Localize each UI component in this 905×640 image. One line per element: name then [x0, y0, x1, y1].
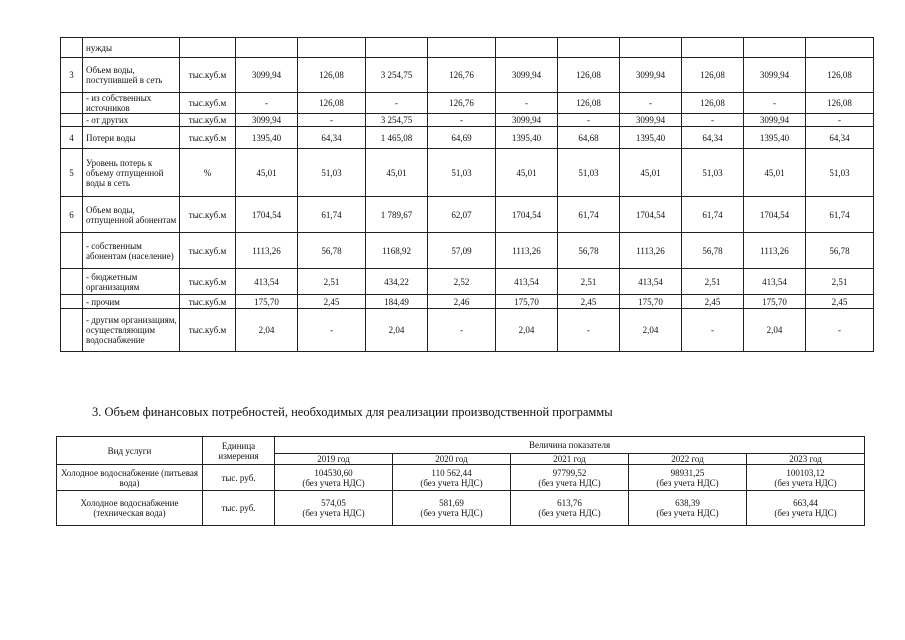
value-cell: 51,03	[298, 149, 366, 197]
value-cell: 1395,40	[744, 127, 806, 149]
amount: 574,05	[321, 498, 346, 508]
value-cell: 45,01	[366, 149, 428, 197]
header-value: Величина показателя	[275, 437, 865, 454]
row-number	[61, 309, 83, 352]
header-unit: Единица измерения	[203, 437, 275, 465]
row-number	[61, 114, 83, 127]
value-cell: -	[428, 114, 496, 127]
value-cell	[747, 465, 865, 491]
table-row	[61, 233, 874, 269]
value-cell: 413,54	[620, 269, 682, 295]
value-cell	[393, 491, 511, 526]
value-cell: 2,04	[620, 309, 682, 352]
value-cell: 45,01	[496, 149, 558, 197]
unit-cell: тыс.куб.м	[180, 295, 236, 309]
row-number	[61, 269, 83, 295]
value-cell: 3099,94	[744, 114, 806, 127]
value-cell	[496, 38, 558, 58]
row-number: 5	[61, 149, 83, 197]
value-cell: 126,08	[682, 93, 744, 114]
value-cell: 64,34	[298, 127, 366, 149]
amount: 97799,52	[552, 467, 587, 478]
value-cell: -	[298, 309, 366, 352]
indicator-name: - бюджетным организациям	[83, 269, 180, 295]
value-cell: 3099,94	[496, 58, 558, 93]
value-cell: 1168,92	[366, 233, 428, 269]
row-number	[61, 233, 83, 269]
value-cell: 3099,94	[496, 114, 558, 127]
table-row	[61, 309, 874, 352]
value-cell: 1704,54	[620, 197, 682, 233]
value-cell: -	[806, 309, 874, 352]
row-number	[61, 38, 83, 58]
value-cell: -	[298, 114, 366, 127]
value-cell: 1113,26	[744, 233, 806, 269]
value-cell	[236, 38, 298, 58]
value-cell: 3 254,75	[366, 58, 428, 93]
indicator-name: Объем воды, поступившей в сеть	[83, 58, 180, 93]
unit-cell: тыс.куб.м	[180, 93, 236, 114]
value-cell: 3099,94	[620, 114, 682, 127]
value-cell: 2,04	[236, 309, 298, 352]
vat-note: (без учета НДС)	[656, 508, 719, 518]
value-cell: 126,08	[806, 93, 874, 114]
value-cell: 126,76	[428, 93, 496, 114]
vat-note: (без учета НДС)	[420, 508, 483, 518]
value-cell: 57,09	[428, 233, 496, 269]
production-program-table	[60, 37, 874, 352]
value-cell: -	[744, 93, 806, 114]
value-cell: 184,49	[366, 295, 428, 309]
value-cell: 56,78	[682, 233, 744, 269]
value-cell: 64,34	[682, 127, 744, 149]
value-cell: 1395,40	[620, 127, 682, 149]
value-cell: 45,01	[620, 149, 682, 197]
value-cell: 2,51	[558, 269, 620, 295]
value-cell: 45,01	[236, 149, 298, 197]
value-cell: 56,78	[806, 233, 874, 269]
value-cell: 2,45	[806, 295, 874, 309]
amount: 581,69	[439, 498, 464, 508]
value-cell: 3 254,75	[366, 114, 428, 127]
value-cell: -	[558, 114, 620, 127]
unit-cell	[180, 38, 236, 58]
value-cell: 61,74	[558, 197, 620, 233]
unit-cell: тыс.куб.м	[180, 114, 236, 127]
value-cell: 1395,40	[496, 127, 558, 149]
value-cell: 51,03	[682, 149, 744, 197]
amount: 613,76	[557, 498, 582, 508]
row-number	[61, 295, 83, 309]
value-cell: 3099,94	[236, 114, 298, 127]
table-row	[61, 269, 874, 295]
value-cell	[806, 38, 874, 58]
value-cell: 1113,26	[236, 233, 298, 269]
value-cell: 56,78	[558, 233, 620, 269]
value-cell: 1395,40	[236, 127, 298, 149]
amount: 110 562,44	[431, 467, 472, 478]
table-row	[61, 295, 874, 309]
value-cell: -	[620, 93, 682, 114]
value-cell	[275, 465, 393, 491]
unit-cell: тыс.куб.м	[180, 309, 236, 352]
value-cell: 126,76	[428, 58, 496, 93]
value-cell: 51,03	[558, 149, 620, 197]
row-number: 4	[61, 127, 83, 149]
table-row	[61, 58, 874, 93]
service-name: Холодное водоснабжение (питьевая вода)	[57, 465, 203, 491]
value-cell: 61,74	[682, 197, 744, 233]
year-header: 2023 год	[747, 454, 865, 465]
value-cell: 2,04	[366, 309, 428, 352]
value-cell: 1 465,08	[366, 127, 428, 149]
value-cell: 51,03	[428, 149, 496, 197]
value-cell: 64,68	[558, 127, 620, 149]
header-row	[57, 437, 865, 454]
amount: 638,39	[675, 498, 700, 508]
indicator-name: Уровень потерь к объему отпущенной воды в сеть	[83, 149, 180, 197]
value-cell: 64,69	[428, 127, 496, 149]
value-cell	[558, 38, 620, 58]
value-cell: 2,04	[496, 309, 558, 352]
unit-cell: тыс.куб.м	[180, 58, 236, 93]
vat-note: (без учета НДС)	[774, 508, 837, 518]
value-cell: 2,52	[428, 269, 496, 295]
value-cell	[275, 491, 393, 526]
vat-note: (без учета НДС)	[538, 508, 601, 518]
value-cell: 1113,26	[496, 233, 558, 269]
value-cell	[682, 38, 744, 58]
indicator-name: - от других	[83, 114, 180, 127]
table-row	[61, 114, 874, 127]
value-cell	[393, 465, 511, 491]
year-header: 2021 год	[511, 454, 629, 465]
value-cell: 126,08	[558, 58, 620, 93]
value-cell	[629, 465, 747, 491]
value-cell: 175,70	[620, 295, 682, 309]
vat-note: (без учета НДС)	[774, 477, 837, 488]
indicator-name: - прочим	[83, 295, 180, 309]
row-number	[61, 93, 83, 114]
value-cell: 64,34	[806, 127, 874, 149]
vat-note: (без учета НДС)	[302, 508, 365, 518]
unit-cell: тыс.куб.м	[180, 233, 236, 269]
year-header: 2019 год	[275, 454, 393, 465]
vat-note: (без учета НДС)	[656, 477, 719, 488]
value-cell: 2,45	[682, 295, 744, 309]
vat-note: (без учета НДС)	[302, 477, 365, 488]
financial-needs-table	[56, 436, 865, 526]
value-cell: -	[366, 93, 428, 114]
value-cell: -	[496, 93, 558, 114]
value-cell: 3099,94	[236, 58, 298, 93]
value-cell	[428, 38, 496, 58]
value-cell: 2,45	[298, 295, 366, 309]
value-cell: 1704,54	[236, 197, 298, 233]
value-cell: -	[236, 93, 298, 114]
value-cell: 2,04	[744, 309, 806, 352]
header-service: Вид услуги	[57, 437, 203, 465]
value-cell	[366, 38, 428, 58]
value-cell	[620, 38, 682, 58]
unit-cell: тыс.куб.м	[180, 197, 236, 233]
value-cell: 1704,54	[744, 197, 806, 233]
value-cell	[629, 491, 747, 526]
value-cell: 45,01	[744, 149, 806, 197]
row-number: 3	[61, 58, 83, 93]
table-row	[61, 38, 874, 58]
value-cell: -	[682, 309, 744, 352]
unit-cell: тыс.куб.м	[180, 127, 236, 149]
value-cell	[747, 491, 865, 526]
value-cell: 56,78	[298, 233, 366, 269]
unit-cell: тыс.куб.м	[180, 269, 236, 295]
table-row	[61, 149, 874, 197]
row-number: 6	[61, 197, 83, 233]
indicator-name: - другим организациям, осуществляющим водоснабжение	[83, 309, 180, 352]
indicator-name: - собственным абонентам (население)	[83, 233, 180, 269]
amount: 104530,60	[314, 467, 353, 478]
value-cell: -	[806, 114, 874, 127]
value-cell: 126,08	[806, 58, 874, 93]
unit-cell: %	[180, 149, 236, 197]
vat-note: (без учета НДС)	[420, 477, 483, 488]
value-cell: 61,74	[298, 197, 366, 233]
unit-cell: тыс. руб.	[203, 491, 275, 526]
table-row	[57, 491, 865, 526]
value-cell: 2,46	[428, 295, 496, 309]
value-cell: 126,08	[558, 93, 620, 114]
value-cell: 3099,94	[620, 58, 682, 93]
value-cell: 126,08	[682, 58, 744, 93]
value-cell: 2,45	[558, 295, 620, 309]
value-cell: 61,74	[806, 197, 874, 233]
vat-note: (без учета НДС)	[538, 477, 601, 488]
indicator-name: - из собственных источников	[83, 93, 180, 114]
value-cell: 413,54	[744, 269, 806, 295]
value-cell: 2,51	[806, 269, 874, 295]
value-cell: 2,51	[682, 269, 744, 295]
table-row	[61, 127, 874, 149]
value-cell: 126,08	[298, 58, 366, 93]
value-cell: -	[428, 309, 496, 352]
value-cell: 126,08	[298, 93, 366, 114]
value-cell: 1704,54	[496, 197, 558, 233]
value-cell: 62,07	[428, 197, 496, 233]
service-name: Холодное водоснабжение (техническая вода)	[57, 491, 203, 526]
amount: 663,44	[793, 498, 818, 508]
amount: 100103,12	[786, 467, 825, 478]
value-cell: 175,70	[744, 295, 806, 309]
value-cell: 434,22	[366, 269, 428, 295]
value-cell	[511, 491, 629, 526]
value-cell: -	[682, 114, 744, 127]
value-cell: -	[558, 309, 620, 352]
amount: 98931,25	[670, 467, 705, 478]
value-cell: 1 789,67	[366, 197, 428, 233]
value-cell: 413,54	[496, 269, 558, 295]
unit-cell: тыс. руб.	[203, 465, 275, 491]
indicator-name: Объем воды, отпущенной абонентам	[83, 197, 180, 233]
value-cell: 3099,94	[744, 58, 806, 93]
value-cell: 1113,26	[620, 233, 682, 269]
value-cell	[744, 38, 806, 58]
year-header: 2022 год	[629, 454, 747, 465]
year-header: 2020 год	[393, 454, 511, 465]
table-row	[57, 465, 865, 491]
value-cell	[511, 465, 629, 491]
indicator-name: нужды	[83, 38, 180, 58]
value-cell	[298, 38, 366, 58]
value-cell: 51,03	[806, 149, 874, 197]
section-title: 3. Объем финансовых потребностей, необходимых для реализации производственной программы	[92, 405, 613, 419]
value-cell: 175,70	[236, 295, 298, 309]
table-row	[61, 197, 874, 233]
table-row	[61, 93, 874, 114]
value-cell: 413,54	[236, 269, 298, 295]
indicator-name: Потери воды	[83, 127, 180, 149]
value-cell: 175,70	[496, 295, 558, 309]
value-cell: 2,51	[298, 269, 366, 295]
